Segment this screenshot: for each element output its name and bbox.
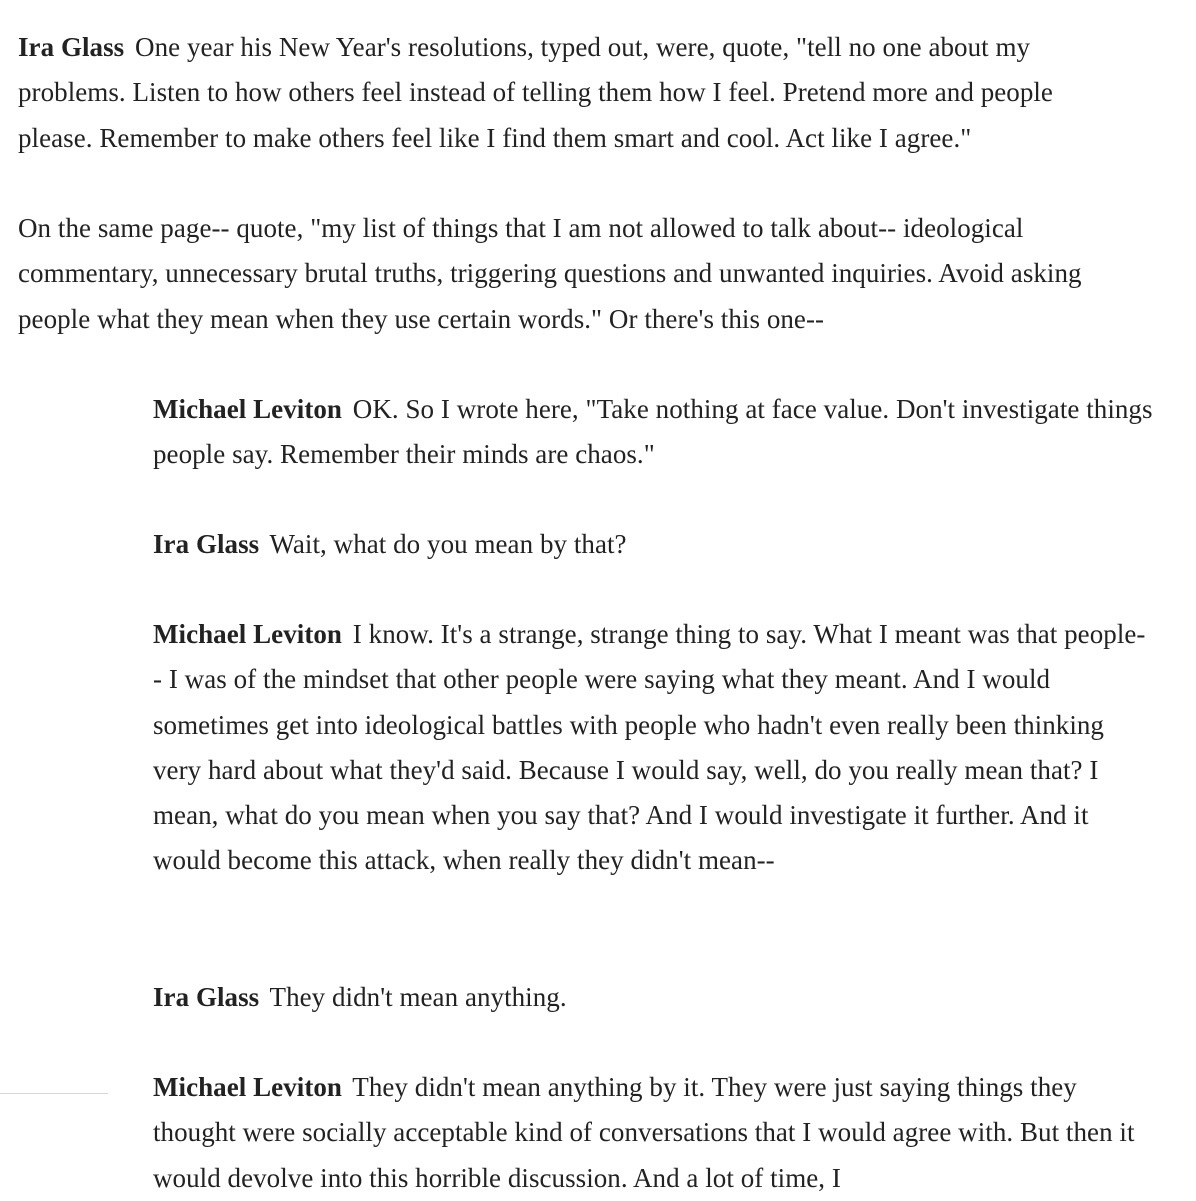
paragraph-text: One year his New Year's resolutions, typed out, were, quote, "tell no one about my problems. Listen to how others feel instead of telling them how I feel. Pretend more and people please. Remember to make others feel like I find them smart and cool. Act like I agree." (18, 32, 1053, 153)
paragraph-text: OK. So I wrote here, "Take nothing at face value. Don't investigate things people say. Remember their minds are chaos." (153, 394, 1153, 470)
speaker-name: Ira Glass (18, 32, 125, 62)
paragraph-text: They didn't mean anything by it. They were just saying things they thought were socially acceptable kind of conversations that I would agree with. But then it would devolve into this horrible discussion. And a lot of time, I (153, 1072, 1135, 1193)
speaker-name: Ira Glass (153, 529, 260, 559)
transcript-paragraph (18, 206, 1128, 342)
transcript-paragraph (153, 1065, 1153, 1201)
paragraph-text: I know. It's a strange, strange thing to say. What I meant was that people-- I was of the mindset that other people were saying what they meant. And I would sometimes get into ideological battles with people who hadn't even really been thinking very hard about what they'd said. Because I would say, well, do you really mean that? I mean, what do you mean when you say that? And I would investigate it further. And it would become this attack, when really they didn't mean-- (153, 619, 1146, 876)
divider (0, 1093, 108, 1094)
speaker-name: Ira Glass (153, 982, 260, 1012)
paragraph-text: On the same page-- quote, "my list of things that I am not allowed to talk about-- ideological commentary, unnecessary brutal truths, triggering questions and unwanted inquiries. Avoid asking people what they mean when they use certain words." Or there's this one-- (18, 213, 1082, 334)
speaker-name: Michael Leviton (153, 394, 342, 424)
paragraph-text: Wait, what do you mean by that? (269, 529, 627, 559)
transcript-paragraph (153, 612, 1153, 884)
transcript-paragraph (153, 522, 1153, 567)
speaker-name: Michael Leviton (153, 1072, 342, 1102)
speaker-name: Michael Leviton (153, 619, 342, 649)
transcript-paragraph (153, 975, 1153, 1020)
transcript-paragraph (153, 387, 1153, 478)
transcript-paragraph (18, 25, 1128, 161)
paragraph-text: They didn't mean anything. (269, 982, 567, 1012)
